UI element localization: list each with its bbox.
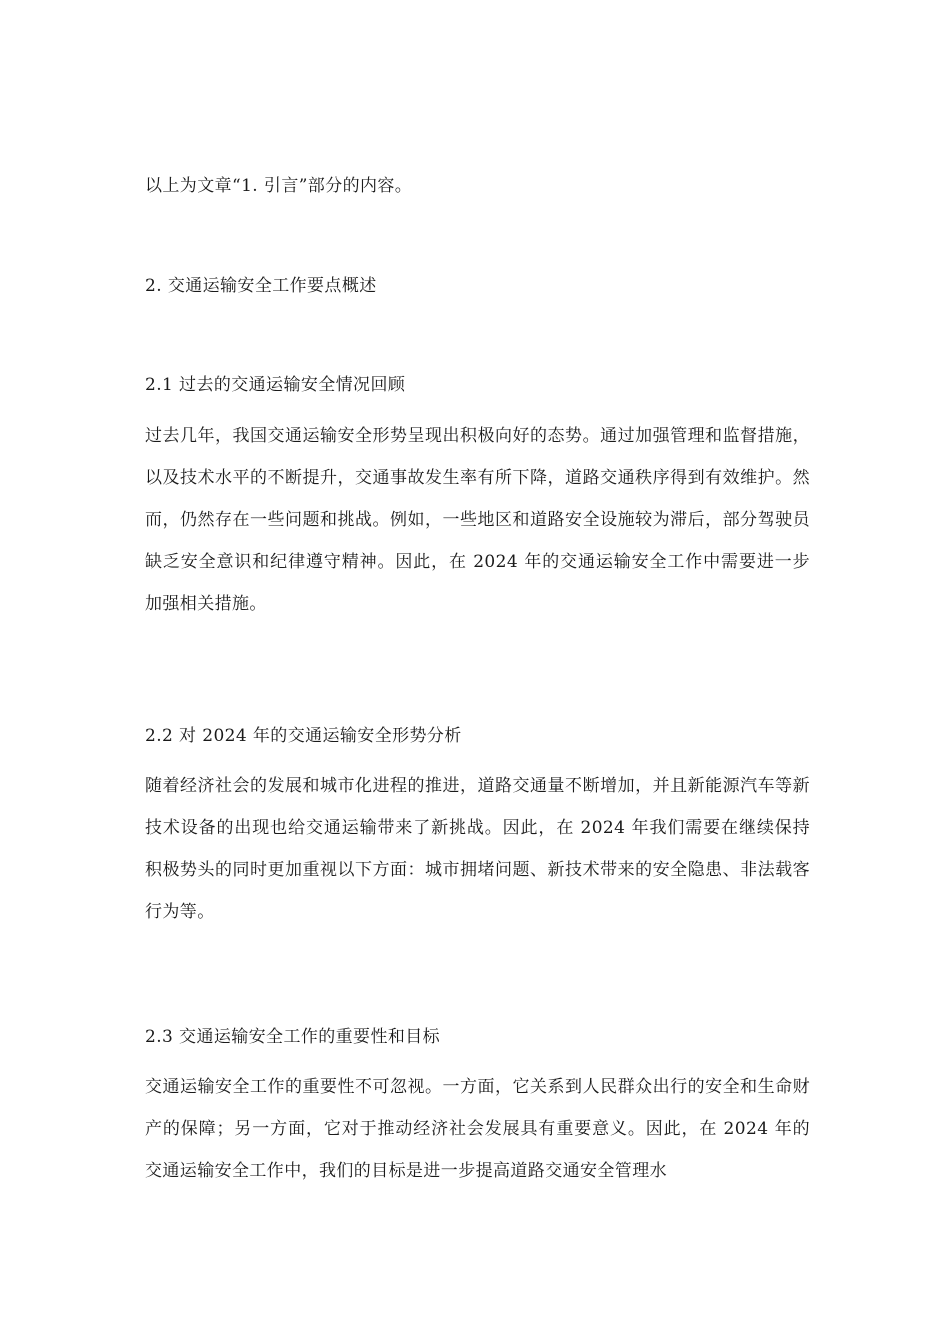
section-2-2-body: 随着经济社会的发展和城市化进程的推进，道路交通量不断增加，并且新能源汽车等新技术设备的出现也给交通运输带来了新挑战。因此，在 2024 年我们需要在继续保持积极势头的同时更加重视以下方面：城市拥堵问题、新技术带来的安全隐患、非法载客行为等。: [145, 776, 810, 922]
intro-note: 以上为文章“1. 引言”部分的内容。: [145, 176, 413, 196]
section-2-3-heading: 2.3 交通运输安全工作的重要性和目标: [145, 1027, 441, 1047]
section-2-1-heading: 2.1 过去的交通运输安全情况回顾: [145, 375, 406, 395]
section-2-2-heading: 2.2 对 2024 年的交通运输安全形势分析: [145, 726, 462, 746]
section-2-heading: 2. 交通运输安全工作要点概述: [145, 276, 377, 296]
section-2-3-body: 交通运输安全工作的重要性不可忽视。一方面，它关系到人民群众出行的安全和生命财产的保障；另一方面，它对于推动经济社会发展具有重要意义。因此，在 2024 年的交通运输安全工作中，我们的目标是进一步提高道路交通安全管理水: [145, 1077, 810, 1181]
section-2-1-body: 过去几年，我国交通运输安全形势呈现出积极向好的态势。通过加强管理和监督措施，以及技术水平的不断提升，交通事故发生率有所下降，道路交通秩序得到有效维护。然而，仍然存在一些问题和挑战。例如，一些地区和道路安全设施较为滞后，部分驾驶员缺乏安全意识和纪律遵守精神。因此，在 2024 年的交通运输安全工作中需要进一步加强相关措施。: [145, 426, 810, 614]
